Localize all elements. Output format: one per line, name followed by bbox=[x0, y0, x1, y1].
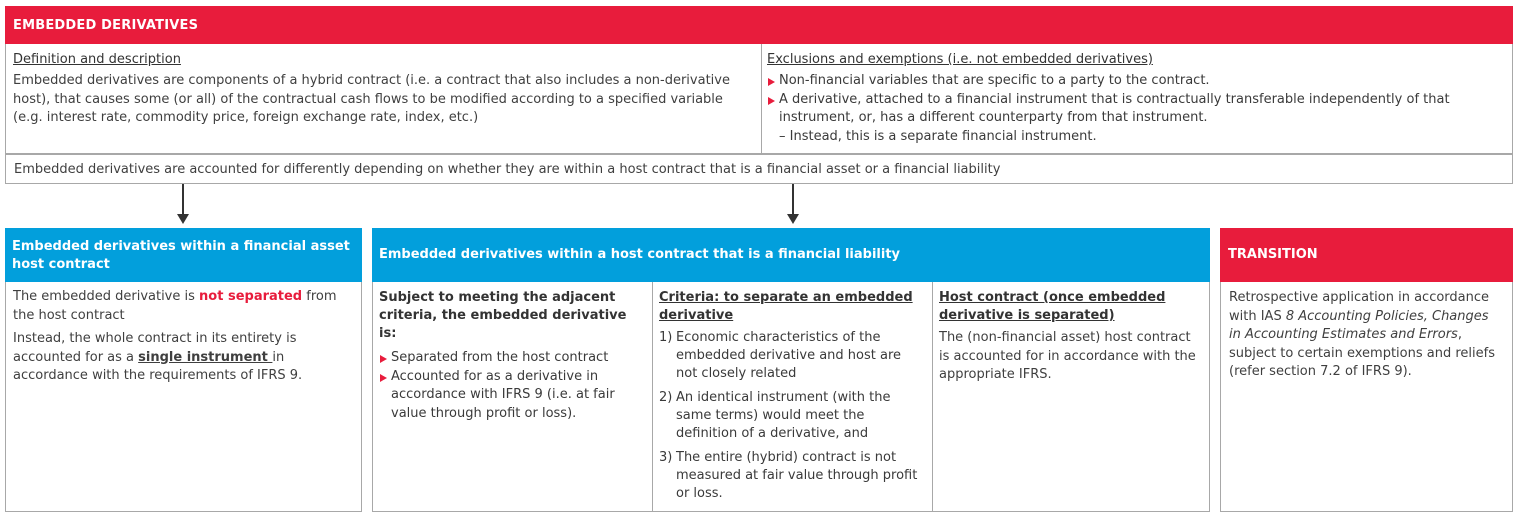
exclusions-list bbox=[767, 72, 1505, 128]
asset-p2-text-end: in accordance with the requirements of IFRS 9. bbox=[13, 349, 303, 383]
exclusion-item bbox=[767, 72, 1505, 91]
criteria-number: 2) bbox=[659, 390, 673, 405]
liability-outcome-item bbox=[379, 368, 646, 424]
asset-paragraph-1 bbox=[13, 288, 354, 325]
red-triangle-bullet-icon bbox=[768, 97, 775, 105]
liability-outcome-column bbox=[373, 282, 653, 511]
liability-outcome-item bbox=[379, 349, 646, 368]
separation-criteria-column bbox=[653, 282, 933, 511]
red-triangle-bullet-icon bbox=[380, 355, 387, 363]
criteria-number: 1) bbox=[659, 330, 673, 345]
criteria-title: Criteria: to separate an embedded derivative bbox=[659, 290, 913, 323]
liability-outcome-title: Subject to meeting the adjacent criteria, the embedded derivative is: bbox=[379, 290, 627, 341]
arrowhead-liability-icon bbox=[787, 214, 799, 224]
host-contract-title: Host contract (once embedded derivative is separated) bbox=[939, 290, 1166, 323]
criteria-item bbox=[659, 449, 926, 503]
asset-paragraph-2 bbox=[13, 330, 354, 386]
ias8-title: 8 Accounting Policies, Changes in Accounting Estimates and Errors bbox=[1229, 308, 1489, 342]
transition-text-start: Retrospective application in accordance with IAS bbox=[1229, 290, 1490, 324]
arrowhead-asset-icon bbox=[177, 214, 189, 224]
asset-box-header: Embedded derivatives within a financial asset host contract bbox=[5, 228, 362, 282]
host-contract-text: The (non-financial asset) host contract is accounted for in accordance with the appropriate IFRS. bbox=[939, 330, 1196, 382]
criteria-number: 3) bbox=[659, 450, 673, 465]
liability-outcome-list bbox=[379, 349, 646, 423]
exclusion-text: A derivative, attached to a financial instrument that is contractually transferable independently of that instrument, or, has a different counterparty from that instrument. bbox=[779, 91, 1450, 125]
host-contract-column bbox=[933, 282, 1209, 511]
exclusions-title: Exclusions and exemptions (i.e. not embedded derivatives) bbox=[767, 52, 1153, 67]
asset-box-body bbox=[5, 282, 362, 512]
exclusion-sub-note: – Instead, this is a separate financial instrument. bbox=[779, 128, 1097, 144]
criteria-item bbox=[659, 389, 926, 443]
liability-outcome-text: Separated from the host contract bbox=[391, 350, 609, 365]
exclusion-item bbox=[767, 91, 1505, 128]
liability-outcome-text: Accounted for as a derivative in accordance with IFRS 9 (i.e. at fair value through profit or loss). bbox=[391, 368, 615, 421]
transition-text-end: , subject to certain exemptions and reliefs (refer section 7.2 of IFRS 9). bbox=[1229, 327, 1495, 379]
red-triangle-bullet-icon bbox=[380, 374, 387, 382]
transition-body bbox=[1220, 282, 1513, 512]
definition-panel bbox=[5, 44, 762, 154]
criteria-item bbox=[659, 329, 926, 383]
criteria-text: An identical instrument (with the same terms) would meet the definition of a derivative, and bbox=[676, 390, 891, 441]
criteria-text: The entire (hybrid) contract is not measured at fair value through profit or loss. bbox=[676, 450, 918, 501]
definition-title: Definition and description bbox=[13, 52, 181, 67]
liability-box-header: Embedded derivatives within a host contract that is a financial liability bbox=[372, 228, 1210, 282]
asset-p1-text-end: from the host contract bbox=[13, 289, 337, 323]
transition-header: TRANSITION bbox=[1220, 228, 1513, 282]
red-triangle-bullet-icon bbox=[768, 78, 775, 86]
exclusions-panel bbox=[762, 44, 1513, 154]
exclusion-text: Non-financial variables that are specific to a party to the contract. bbox=[779, 73, 1210, 88]
criteria-list bbox=[659, 329, 926, 503]
summary-statement: Embedded derivatives are accounted for differently depending on whether they are within a host contract that is a financial asset or a financial liability bbox=[5, 154, 1513, 184]
not-separated-highlight: not separated bbox=[199, 289, 303, 304]
arrow-down-asset-icon bbox=[182, 184, 184, 216]
definition-text: Embedded derivatives are components of a hybrid contract (i.e. a contract that also includes a non-derivative host), that causes some (or all) of the contractual cash flows to be modified according to a specified variable (e.g. interest rate, commodity price, foreign exchange rate, index, etc.) bbox=[13, 73, 730, 125]
asset-p2-text: Instead, the whole contract in its entirety is accounted for as a bbox=[13, 331, 297, 365]
criteria-text: Economic characteristics of the embedded derivative and host are not closely related bbox=[676, 330, 902, 381]
transition-text bbox=[1229, 289, 1504, 382]
asset-p1-text: The embedded derivative is bbox=[13, 289, 200, 304]
liability-box-body bbox=[372, 282, 1210, 512]
single-instrument-emphasis: single instrument bbox=[138, 349, 273, 365]
embedded-derivatives-header: EMBEDDED DERIVATIVES bbox=[5, 6, 1513, 44]
arrow-down-liability-icon bbox=[792, 184, 794, 216]
